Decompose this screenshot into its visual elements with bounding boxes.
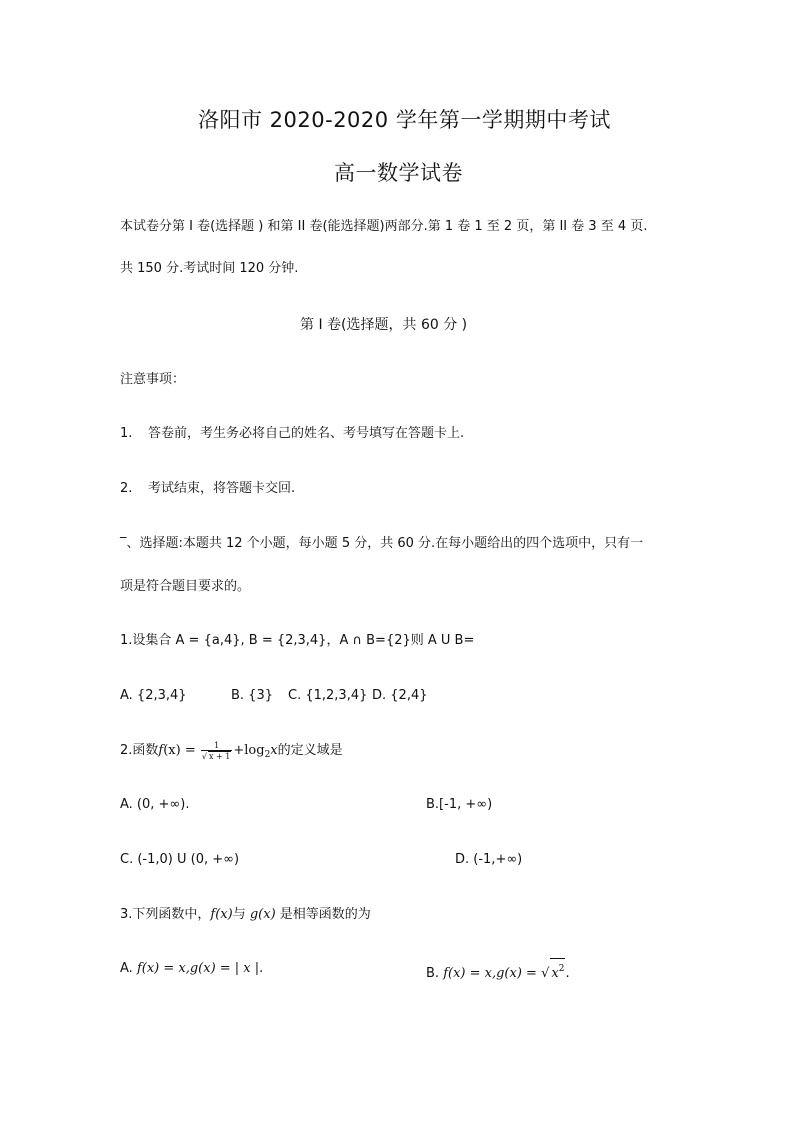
question-2-option-a: A. (0, +∞).	[120, 797, 190, 812]
question-2-option-c: C. (-1,0) U (0, +∞)	[120, 852, 240, 867]
question-2-suffix: 的定义域是	[277, 743, 343, 758]
option-a-expression: f(x) = x,g(x) = | x |.	[136, 961, 264, 976]
fraction	[201, 741, 233, 761]
question-1-option-d: D. {2,4}	[372, 688, 428, 703]
question-1-option-b: B. {3}	[231, 688, 273, 703]
intro-line-2: 共 150 分.考试时间 120 分钟.	[120, 261, 299, 276]
question-3-stem	[120, 907, 371, 923]
question-2-stem	[120, 740, 343, 762]
option-b-label: B.	[426, 966, 440, 981]
question-3-mid: 与	[232, 907, 250, 922]
log-term: +log	[233, 743, 265, 758]
note-item-2-number: 2.	[120, 481, 133, 496]
question-2-option-d: D. (-1,+∞)	[455, 852, 523, 867]
section-intro-line-2: 项是符合题目要求的。	[120, 579, 251, 594]
note-item-2: 考试结束，将答题卡交回.	[148, 481, 296, 496]
notes-heading: 注意事项：	[120, 372, 186, 387]
intro-line-1: 本试卷分第 I 卷(选择题 ) 和第 II 卷(能选择题)两部分.第 1 卷 1 至 2 页，第 II 卷 3 至 4 页.	[120, 219, 648, 234]
function-arg: (x) =	[163, 743, 196, 758]
sqrt-symbol: √	[541, 966, 550, 981]
question-1-option-c: C. {1,2,3,4}	[288, 688, 368, 703]
part-one-heading: 第 I 卷(选择题，共 60 分 )	[300, 317, 468, 333]
sqrt-symbol: √	[201, 751, 207, 761]
question-1-option-a: A. {2,3,4}	[120, 688, 187, 703]
log-argument: x	[270, 743, 278, 758]
question-3-prefix: 3.下列函数中，	[120, 907, 211, 922]
radicand	[550, 958, 565, 984]
question-2-option-b: B.[-1, +∞)	[426, 797, 493, 812]
option-b-period: .	[565, 966, 570, 981]
question-2-prefix: 2.函数	[120, 743, 159, 758]
log-base: 2	[264, 750, 271, 760]
function-g: g(x)	[249, 907, 276, 922]
option-b-expression: f(x) = x,g(x) =	[443, 966, 542, 981]
radicand-base: x	[551, 966, 559, 981]
fraction-denominator	[201, 751, 233, 761]
section-intro-line-1: ‾、选择题:本题共 12 个小题，每小题 5 分，共 60 分.在每小题给出的四个选项中，只有一	[120, 536, 644, 551]
fraction-numerator: 1	[201, 741, 233, 751]
exam-subtitle: 高一数学试卷	[334, 161, 463, 185]
function-f: f(x)	[210, 907, 233, 922]
question-3-option-b	[426, 958, 570, 984]
question-3-suffix: 是相等函数的为	[275, 907, 371, 922]
question-1-stem: 1.设集合 A = {a,4}, B = {2,3,4}，A ∩ B={2}则 A U B=	[120, 633, 475, 648]
radicand: x + 1	[208, 751, 231, 761]
question-3-option-a	[120, 961, 263, 977]
note-item-1-number: 1.	[120, 426, 133, 441]
function-name: f	[158, 743, 164, 758]
option-a-label: A.	[120, 961, 133, 976]
exponent: 2	[558, 964, 565, 974]
note-item-1: 答卷前，考生务必将自己的姓名、考号填写在答题卡上.	[148, 426, 465, 441]
exam-title: 洛阳市 2020-2020 学年第一学期期中考试	[198, 108, 611, 132]
